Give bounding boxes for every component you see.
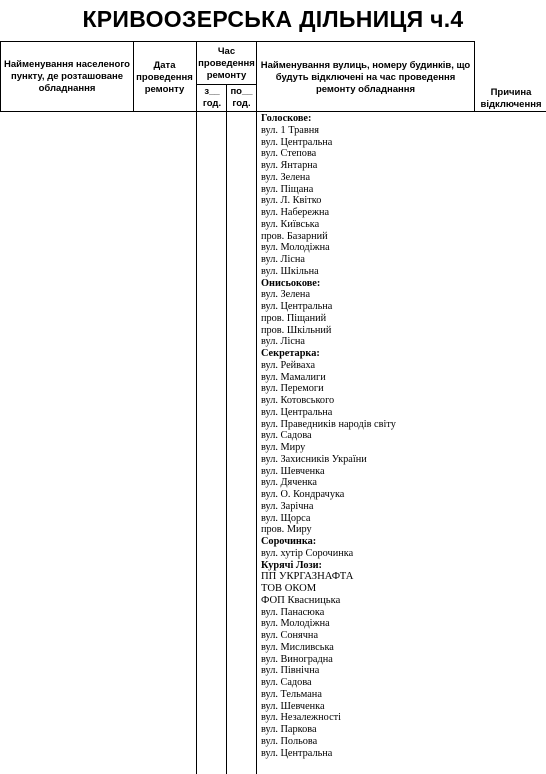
header-bottom-border	[0, 111, 546, 112]
col-divider-5	[474, 41, 475, 112]
header-time-to: по__ год.	[230, 86, 253, 109]
street-item: вул. Київська	[261, 218, 320, 230]
street-item: вул. Перемоги	[261, 383, 324, 395]
street-item: вул. Центральна	[261, 747, 333, 759]
street-item: вул. Піщана	[261, 183, 314, 195]
street-item: вул. Шевченка	[261, 700, 325, 712]
street-item: вул. Зарічна	[261, 500, 314, 512]
header-location: Найменування населеного пункту, де розташоване обладнання	[4, 59, 130, 94]
settlement-heading: Голоскове:	[261, 113, 312, 124]
street-item: вул. Дяченка	[261, 477, 317, 489]
streets-list	[261, 113, 476, 759]
header-repair-time: Час проведення ремонту	[198, 46, 255, 81]
street-item: вул. Центральна	[261, 136, 333, 148]
street-item: вул. Миру	[261, 442, 306, 453]
street-item: вул. Шевченка	[261, 465, 325, 477]
street-item: вул. Мисливська	[261, 641, 334, 653]
street-item: вул. Молодіжна	[261, 242, 330, 254]
table-top-border	[0, 41, 474, 42]
street-item: вул. Степова	[261, 148, 317, 160]
street-item: вул. Виноградна	[261, 653, 333, 665]
street-item: вул. Захисників України	[261, 453, 367, 465]
street-item: пров. Базарний	[261, 230, 328, 242]
header-streets: Найменування вулиць, номеру будинків, що будуть відключені на час проведення ремонту обладнання	[260, 60, 471, 95]
col-divider-2	[196, 41, 197, 774]
street-item: пров. Миру	[261, 524, 312, 536]
street-item: вул. 1 Травня	[261, 124, 319, 136]
settlement-heading: Сорочинка:	[261, 536, 317, 547]
settlement-heading: Онисьокове:	[261, 277, 321, 289]
col-divider-3	[226, 84, 227, 774]
street-item: ПП УКРГАЗНАФТА	[261, 571, 354, 583]
street-item: вул. Центральна	[261, 406, 333, 418]
street-item: вул. Сонячна	[261, 630, 319, 641]
street-item: вул. Садова	[261, 677, 312, 688]
street-item: вул. Щорса	[261, 512, 311, 524]
col-divider-4	[256, 41, 257, 774]
street-item: вул. Тельмана	[261, 688, 322, 700]
page-title: КРИВООЗЕРСЬКА ДІЛЬНИЦЯ ч.4	[82, 6, 464, 32]
street-item: вул. Набережна	[261, 207, 330, 218]
street-item: вул. Незалежності	[261, 712, 342, 724]
header-repair-date: Дата проведення ремонту	[136, 60, 193, 95]
street-item: вул. Зелена	[261, 289, 311, 301]
street-item: вул. Панасюка	[261, 606, 325, 618]
header-reason: Причина відключення	[480, 87, 542, 110]
street-item: вул. О. Кондрачука	[261, 489, 345, 500]
street-item: вул. Північна	[261, 665, 320, 677]
street-item: вул. Л. Квітко	[261, 195, 322, 207]
header-time-from: з__ год.	[202, 86, 222, 109]
street-item: вул. Мамалиги	[261, 371, 326, 383]
street-item: ТОВ ОКОМ	[261, 583, 317, 594]
street-item: вул. Рейваха	[261, 359, 316, 371]
street-item: вул. Зелена	[261, 171, 311, 183]
street-item: ФОП Квасницька	[261, 594, 341, 606]
street-item: вул. Паркова	[261, 724, 317, 735]
street-item: вул. Котовського	[261, 395, 335, 406]
settlement-heading: Курячі Лози:	[261, 559, 322, 571]
street-item: вул. Центральна	[261, 301, 333, 312]
street-item: вул. Лісна	[261, 254, 305, 265]
street-item: пров. Шкільний	[261, 324, 332, 336]
street-item: вул. Молодіжна	[261, 618, 330, 630]
street-item: вул. Лісна	[261, 336, 305, 348]
settlement-heading: Секретарка:	[261, 348, 320, 359]
street-item: вул. Польова	[261, 735, 318, 747]
street-item: вул. Праведників народів світу	[261, 418, 396, 430]
street-item: вул. хутір Сорочинка	[261, 547, 354, 559]
street-item: вул. Садова	[261, 430, 312, 442]
street-item: вул. Янтарна	[261, 160, 318, 171]
street-item: вул. Шкільна	[261, 265, 319, 277]
street-item: пров. Піщаний	[261, 312, 327, 324]
table-left-border	[0, 41, 1, 112]
